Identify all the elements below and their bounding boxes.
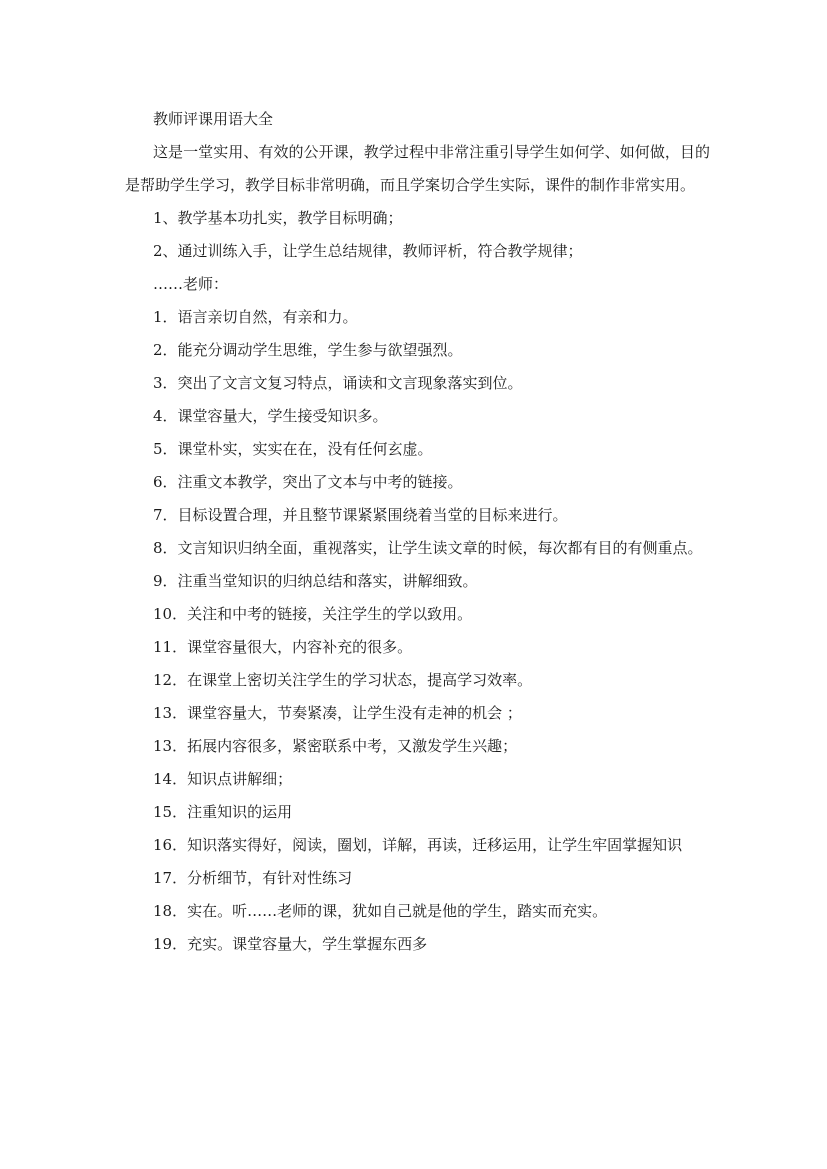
list-item: 18．实在。听……老师的课，犹如自己就是他的学生，踏实而充实。: [153, 902, 608, 920]
list-item: 1．语言亲切自然，有亲和力。: [153, 308, 358, 326]
list-item: 19．充实。课堂容量大，学生掌握东西多: [153, 935, 428, 953]
list-item: 12．在课堂上密切关注学生的学习状态，提高学习效率。: [153, 671, 533, 689]
list-item: 6．注重文本教学，突出了文本与中考的链接。: [153, 473, 463, 491]
list-item: 5．课堂朴实，实实在在，没有任何玄虚。: [153, 440, 433, 458]
list-item: 14．知识点讲解细；: [153, 770, 293, 788]
list-item: 15．注重知识的运用: [153, 803, 293, 821]
list-item: 17．分析细节，有针对性练习: [153, 869, 353, 887]
document-body: [125, 103, 710, 961]
list-item: 4．课堂容量大，学生接受知识多。: [153, 407, 388, 425]
list-item: ……老师：: [153, 275, 229, 293]
list-item: 7．目标设置合理，并且整节课紧紧围绕着当堂的目标来进行。: [153, 506, 568, 524]
list-item: 10．关注和中考的链接，关注学生的学以致用。: [153, 605, 473, 623]
list-item: 3．突出了文言文复习特点，诵读和文言现象落实到位。: [153, 374, 523, 392]
intro-paragraph: 这是一堂实用、有效的公开课，教学过程中非常注重引导学生如何学、如何做，目的是帮助学生学习，教学目标非常明确，而且学案切合学生实际，课件的制作非常实用。: [125, 143, 710, 194]
list-item: 2．能充分调动学生思维，学生参与欲望强烈。: [153, 341, 463, 359]
paragraph-list: [125, 202, 710, 961]
list-item: 1、教学基本功扎实，教学目标明确；: [153, 209, 403, 227]
list-item: 13．拓展内容很多，紧密联系中考，又激发学生兴趣；: [153, 737, 518, 755]
list-item: 9．注重当堂知识的归纳总结和落实，讲解细致。: [153, 572, 478, 590]
list-item: 13．课堂容量大，节奏紧凑，让学生没有走神的机会 ；: [153, 704, 522, 722]
list-item: 16．知识落实得好，阅读，圈划，详解，再读，迁移运用，让学生牢固掌握知识: [153, 836, 683, 854]
list-item: 11．课堂容量很大，内容补充的很多。: [153, 638, 413, 656]
list-item: 8．文言知识归纳全面，重视落实，让学生读文章的时候，每次都有目的有侧重点。: [153, 539, 703, 557]
document-title: 教师评课用语大全: [153, 110, 274, 128]
list-item: 2、通过训练入手，让学生总结规律，教师评析，符合教学规律；: [153, 242, 583, 260]
